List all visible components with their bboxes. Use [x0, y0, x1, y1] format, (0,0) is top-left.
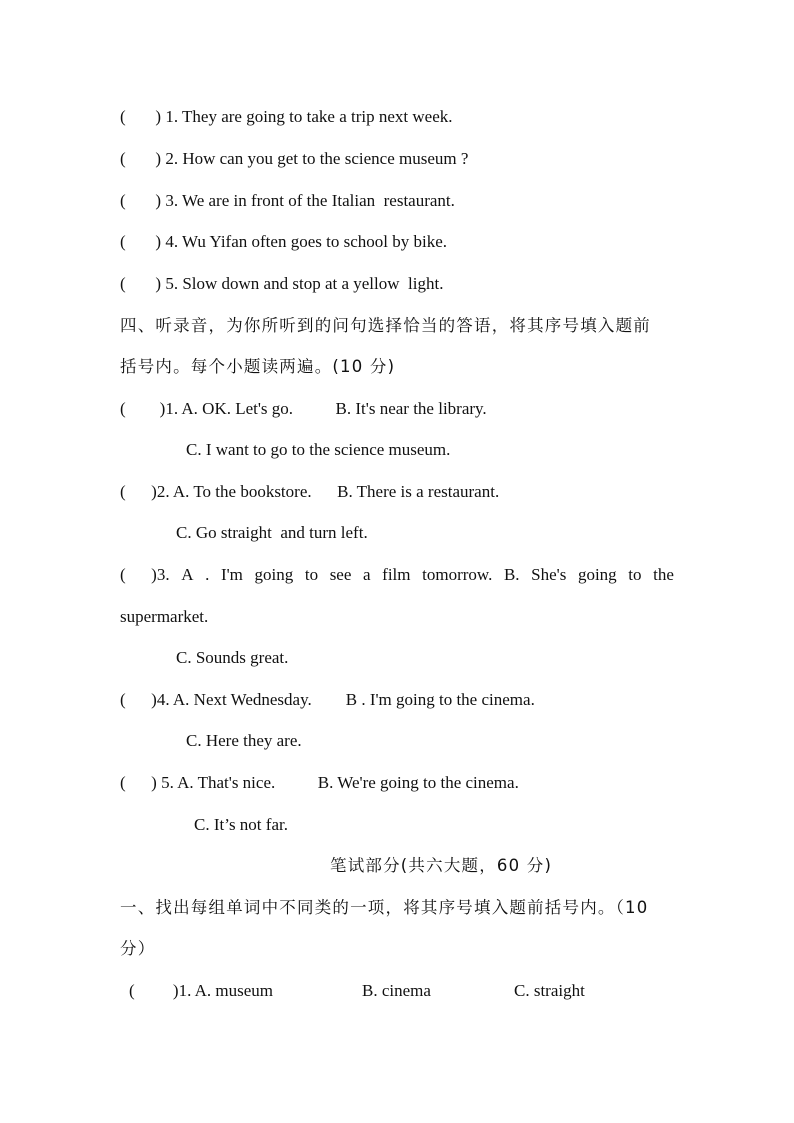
- s3-item-3: ( ) 3. We are in front of the Italian restaurant.: [120, 191, 455, 210]
- written-part-title: 笔试部分(共六大题，60 分): [330, 856, 553, 875]
- s4-q2: ( )2. A. To the bookstore. B. There is a restaurant.: [120, 482, 500, 501]
- s4-q4-option-c: C. Here they are.: [186, 731, 302, 750]
- written-s1-q1: ( )1. A. museum: [129, 981, 274, 1000]
- s4-q3-word: going: [577, 565, 617, 584]
- s4-q3-continuation: supermarket.: [120, 607, 209, 626]
- s4-q3-word: to: [304, 565, 319, 584]
- s4-q4: ( )4. A. Next Wednesday. B . I'm going to the cinema.: [120, 690, 535, 709]
- s4-q1-option-c: C. I want to go to the science museum.: [186, 440, 451, 459]
- s3-item-5: ( ) 5. Slow down and stop at a yellow light.: [120, 274, 444, 293]
- s4-q3: [120, 564, 674, 586]
- s4-q3-option-c: C. Sounds great.: [176, 648, 289, 667]
- s4-q3-word: ( )3.: [120, 565, 170, 584]
- written-s1-q1-option-b: B. cinema: [362, 981, 431, 1000]
- s4-q2-option-c: C. Go straight and turn left.: [176, 523, 368, 542]
- s4-q5: ( ) 5. A. That's nice. B. We're going to the cinema.: [120, 773, 519, 792]
- s4-q3-word: a: [363, 565, 371, 584]
- s4-q1: ( )1. A. OK. Let's go. B. It's near the library.: [120, 399, 487, 418]
- s4-q3-word: see: [329, 565, 352, 584]
- s3-item-4: ( ) 4. Wu Yifan often goes to school by bike.: [120, 232, 447, 251]
- s3-item-2: ( ) 2. How can you get to the science museum ?: [120, 149, 469, 168]
- s4-q3-word: to: [628, 565, 642, 584]
- s4-q3-word: going: [254, 565, 294, 584]
- s4-q3-word: B.: [503, 565, 520, 584]
- s3-item-1: ( ) 1. They are going to take a trip next week.: [120, 107, 453, 126]
- s4-heading-line2: 括号内。每个小题读两遍。(10 分): [120, 357, 396, 376]
- s4-q3-word: She's: [531, 565, 567, 584]
- written-s1-q1-option-c: C. straight: [514, 981, 585, 1000]
- s4-q3-word: .: [205, 565, 210, 584]
- s4-q3-word: the: [653, 565, 674, 584]
- written-s1-heading-line1: 一、找出每组单词中不同类的一项，将其序号填入题前括号内。（10: [120, 898, 649, 917]
- s4-q3-word: film: [382, 565, 411, 584]
- written-s1-heading-line2: 分）: [120, 939, 156, 958]
- s4-q3-word: tomorrow.: [422, 565, 493, 584]
- s4-q3-word: I'm: [220, 565, 243, 584]
- s4-q3-word: A: [181, 565, 194, 584]
- s4-q5-option-c: C. It’s not far.: [194, 815, 288, 834]
- s4-heading-line1: 四、听录音，为你所听到的问句选择恰当的答语，将其序号填入题前: [120, 316, 651, 335]
